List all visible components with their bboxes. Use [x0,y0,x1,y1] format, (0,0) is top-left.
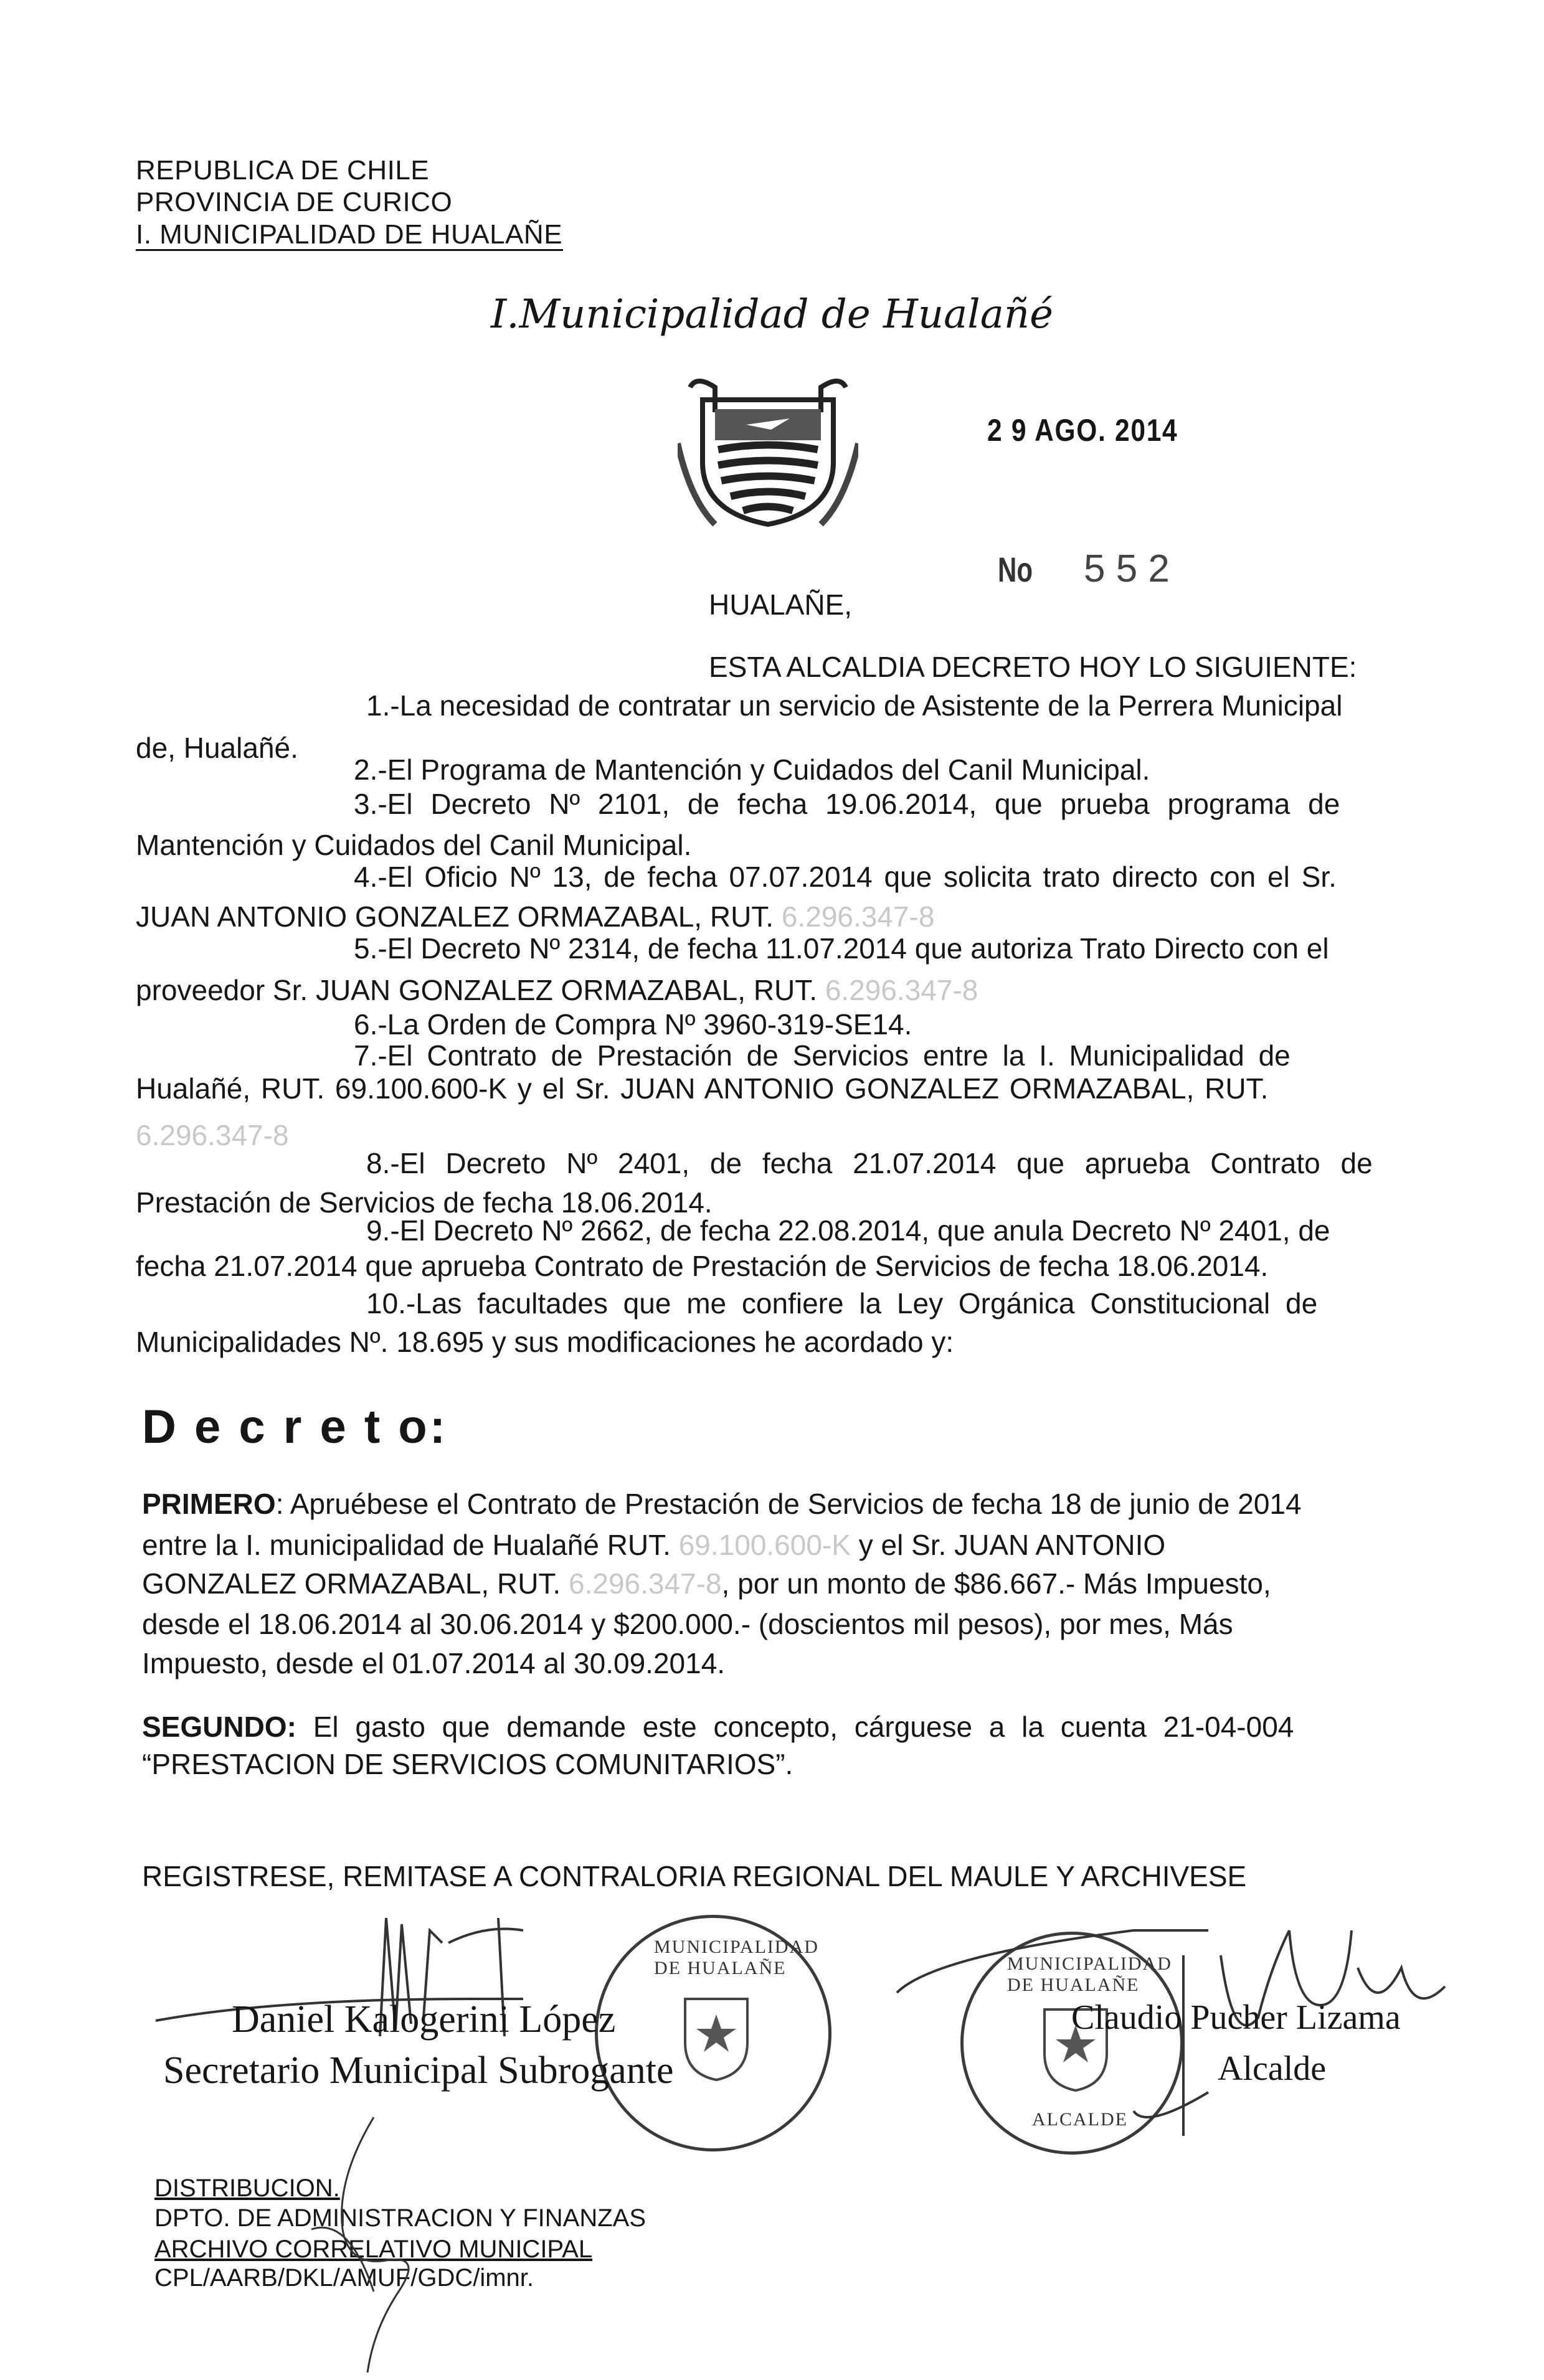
signer-left-name: Daniel Kalogerini López [232,1998,616,2041]
primero-text-3a: GONZALEZ ORMAZABAL, RUT. [142,1567,561,1600]
segundo-line-2: “PRESTACION DE SERVICIOS COMUNITARIOS”. [142,1748,793,1780]
seal-text: MUNICIPALIDAD DE HUALAÑE [1007,1953,1172,1995]
place-label: HUALAÑE, [709,588,853,621]
considerando-1-cont: de, Hualañé. [136,732,298,764]
coat-of-arms-icon [678,375,858,531]
intro-line: ESTA ALCALDIA DECRETO HOY LO SIGUIENTE: [709,651,1357,683]
considerando-9-cont: fecha 21.07.2014 que aprueba Contrato de Prestación de Servicios de fecha 18.06.2014. [136,1250,1269,1282]
primero-line-2 [142,1531,1165,1559]
segundo-line-1 [142,1712,1294,1741]
distribution-line-3: CPL/AARB/DKL/AMUF/GDC/imnr. [154,2264,534,2292]
header-municipalidad: I. MUNICIPALIDAD DE HUALAÑE [136,219,563,250]
primero-line-4: desde el 18.06.2014 al 30.06.2014 y $200.000.- (doscientos mil pesos), por mes, Más [142,1608,1233,1640]
signer-right-name: Claudio Pucher Lizama [1071,1998,1401,2037]
date-received-stamp: 2 9 AGO. 2014 [987,413,1178,448]
considerando-9: 9.-El Decreto Nº 2662, de fecha 22.08.2014, que anula Decreto Nº 2401, de [366,1214,1330,1247]
considerando-3-cont: Mantención y Cuidados del Canil Municipal. [136,829,692,861]
rut-redacted: 69.100.600-K [678,1529,851,1561]
rut-redacted: 6.296.347-8 [569,1567,722,1600]
header-republica: REPUBLICA DE CHILE [136,155,430,186]
distribution-line-1: DPTO. DE ADMINISTRACION Y FINANZAS [154,2204,646,2232]
signer-right-title: Alcalde [1218,2049,1327,2088]
chile-shield-icon [666,1986,766,2086]
header-underline [136,249,563,251]
considerando-4-cont [136,902,934,931]
considerando-8: 8.-El Decreto Nº 2401, de fecha 21.07.2014 que aprueba Contrato de [366,1147,1373,1179]
primero-text-2b: y el Sr. JUAN ANTONIO [858,1529,1166,1561]
segundo-text: El gasto que demande este concepto, cárguese a la cuenta 21-04-004 [313,1711,1294,1743]
rut-redacted: 6.296.347-8 [825,974,978,1006]
primero-line-3 [142,1569,1271,1598]
header-provincia: PROVINCIA DE CURICO [136,187,453,217]
considerando-1: 1.-La necesidad de contratar un servicio de Asistente de la Perrera Municipal [366,689,1343,722]
considerando-3: 3.-El Decreto Nº 2101, de fecha 19.06.2014, que prueba programa de [354,788,1340,820]
primero-text-2a: entre la I. municipalidad de Hualañé RUT. [142,1529,671,1561]
municipal-seal-left [595,1915,831,2151]
distribution-line-2: ARCHIVO CORRELATIVO MUNICIPAL [154,2236,593,2263]
primero-label: PRIMERO [142,1488,276,1520]
decree-number: 5 5 2 [1084,547,1170,590]
distribution-heading: DISTRIBUCION. [154,2175,340,2202]
seal-text: MUNICIPALIDAD DE HUALAÑE [654,1937,819,1978]
rut-redacted: 6.296.347-8 [781,900,935,933]
primero-text: : Apruébese el Contrato de Prestación de Servicios de fecha 18 de junio de 2014 [275,1488,1302,1520]
segundo-label: SEGUNDO: [142,1711,296,1743]
handwritten-initials-icon [187,2105,467,2379]
considerando-7: 7.-El Contrato de Prestación de Servicios entre la I. Municipalidad de [354,1039,1291,1072]
seal-bottom-text: ALCALDE [1032,2109,1128,2130]
rut-redacted: 6.296.347-8 [136,1119,289,1151]
considerando-8-cont: Prestación de Servicios de fecha 18.06.2014. [136,1186,713,1219]
primero-line-1 [142,1490,1302,1518]
considerando-5-text: proveedor Sr. JUAN GONZALEZ ORMAZABAL, RUT. [136,974,818,1006]
decree-number-prefix: No [998,550,1033,589]
considerando-4-text: JUAN ANTONIO GONZALEZ ORMAZABAL, RUT. [136,900,774,933]
document-title: I.Municipalidad de Hualañé [491,291,1053,338]
primero-line-5: Impuesto, desde el 01.07.2014 al 30.09.2014. [142,1647,726,1679]
considerando-4: 4.-El Oficio Nº 13, de fecha 07.07.2014 que solicita trato directo con el Sr. [354,861,1337,893]
closing-line: REGISTRESE, REMITASE A CONTRALORIA REGIONAL DEL MAULE Y ARCHIVESE [142,1860,1247,1892]
considerando-7-cont: Hualañé, RUT. 69.100.600-K y el Sr. JUAN ANTONIO GONZALEZ ORMAZABAL, RUT. [136,1072,1269,1105]
considerando-2: 2.-El Programa de Mantención y Cuidados del Canil Municipal. [354,753,1150,786]
decreto-heading: D e c r e t o: [142,1400,448,1453]
considerando-6: 6.-La Orden de Compra Nº 3960-319-SE14. [354,1008,912,1041]
considerando-5: 5.-El Decreto Nº 2314, de fecha 11.07.2014 que autoriza Trato Directo con el [354,932,1329,965]
considerando-5-cont [136,976,978,1004]
considerando-10-cont: Municipalidades Nº. 18.695 y sus modificaciones he acordado y: [136,1326,954,1358]
signer-left-title: Secretario Municipal Subrogante [163,2049,674,2092]
primero-text-3b: , por un monto de $86.667.- Más Impuesto, [721,1567,1271,1600]
considerando-10: 10.-Las facultades que me confiere la Ley Orgánica Constitucional de [366,1287,1318,1320]
